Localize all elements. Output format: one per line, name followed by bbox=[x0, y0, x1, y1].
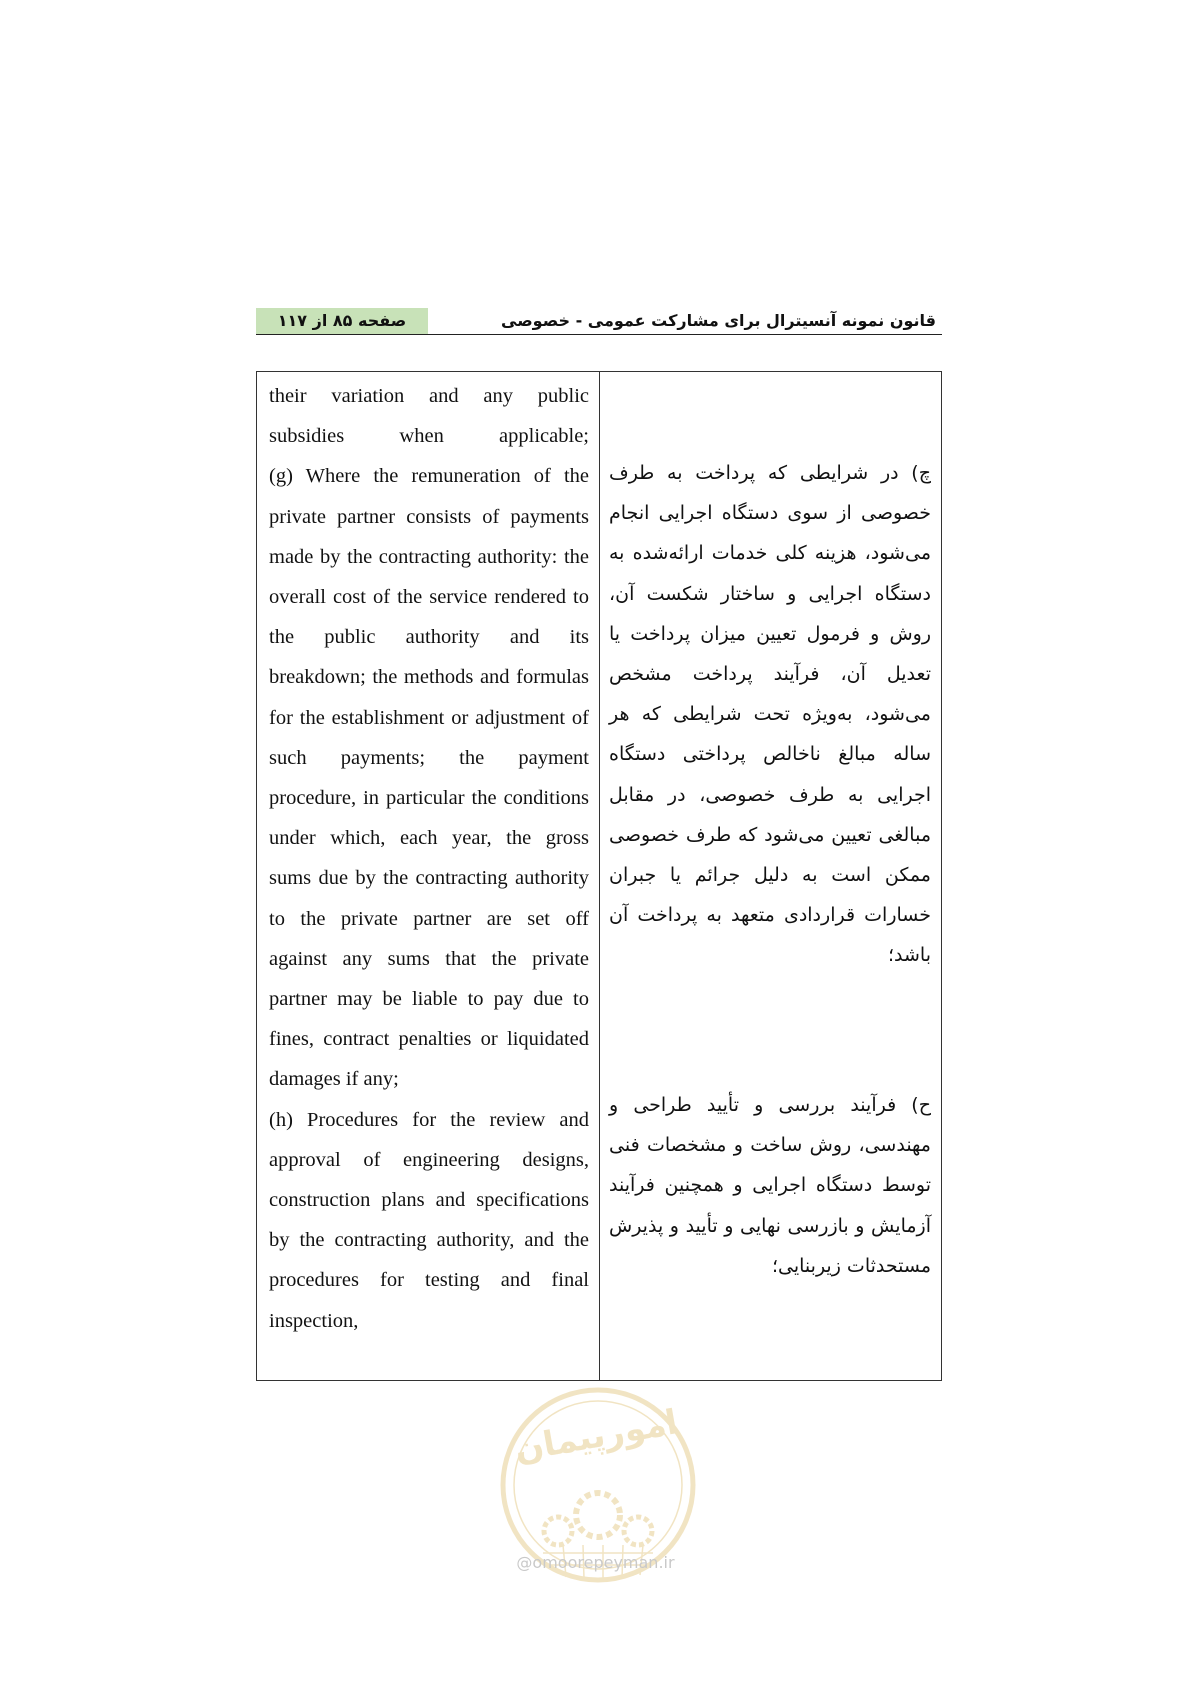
watermark-site-text: @omoorepeyman.ir bbox=[516, 1553, 675, 1572]
document-title: قانون نمونه آنسیترال برای مشارکت عمومی - خصوصی bbox=[501, 311, 936, 330]
persian-paragraph-g: چ) در شرایطی که پرداخت به طرف خصوصی از سوی دستگاه اجرایی انجام می‌شود، هزینه کلی خدمات ارائه‌شده به دستگاه اجرایی و ساختار شکست آن، روش و فرمول تعیین میزان پرداخت یا تعدیل آن، فرآیند پرداخت مشخص می‌شود، به‌ویژه تحت شرایطی که هر ساله مبالغ ناخالص پرداختی دستگاه اجرایی به طرف خصوصی، در مقابل مبالغی تعیین می‌شود که طرف خصوصی ممکن است به دلیل جرائم یا جبران خسارات قراردادی متعهد به پرداخت آن باشد؛ bbox=[609, 462, 931, 967]
watermark-logo-text: امورپیمان bbox=[511, 1402, 681, 1471]
english-paragraph-h: (h) Procedures for the review and approval of engineering designs, construction plans and specifications by the contracting authority, and the procedures for testing and final inspection, bbox=[269, 1108, 589, 1332]
english-column bbox=[269, 376, 589, 1341]
persian-column-g bbox=[609, 453, 931, 976]
persian-column-h bbox=[609, 1085, 931, 1286]
page-header bbox=[256, 308, 942, 335]
bilingual-table bbox=[256, 371, 942, 1381]
english-paragraph-g: (g) Where the remuneration of the private partner consists of payments made by the contracting authority: the overall cost of the service rendered to the public authority and its breakdown; the methods and formulas for the establishment or adjustment of such payments; the payment procedure, in particular the conditions under which, each year, the gross sums due by the contracting authority to the private partner are set off against any sums that the private partner may be liable to pay due to fines, contract penalties or liquidated damages if any; bbox=[269, 465, 589, 1091]
english-paragraph-intro: their variation and any public subsidies when applicable; bbox=[269, 385, 589, 448]
persian-paragraph-h: ح) فرآیند بررسی و تأیید طراحی و مهندسی، روش ساخت و مشخصات فنی توسط دستگاه اجرایی و همچنین فرآیند آزمایش و بازرسی نهایی و تأیید و پذیرش مستحدثات زیربنایی؛ bbox=[609, 1094, 931, 1277]
column-divider bbox=[599, 372, 600, 1380]
page-number-badge: صفحه ۸۵ از ۱۱۷ bbox=[256, 308, 428, 334]
